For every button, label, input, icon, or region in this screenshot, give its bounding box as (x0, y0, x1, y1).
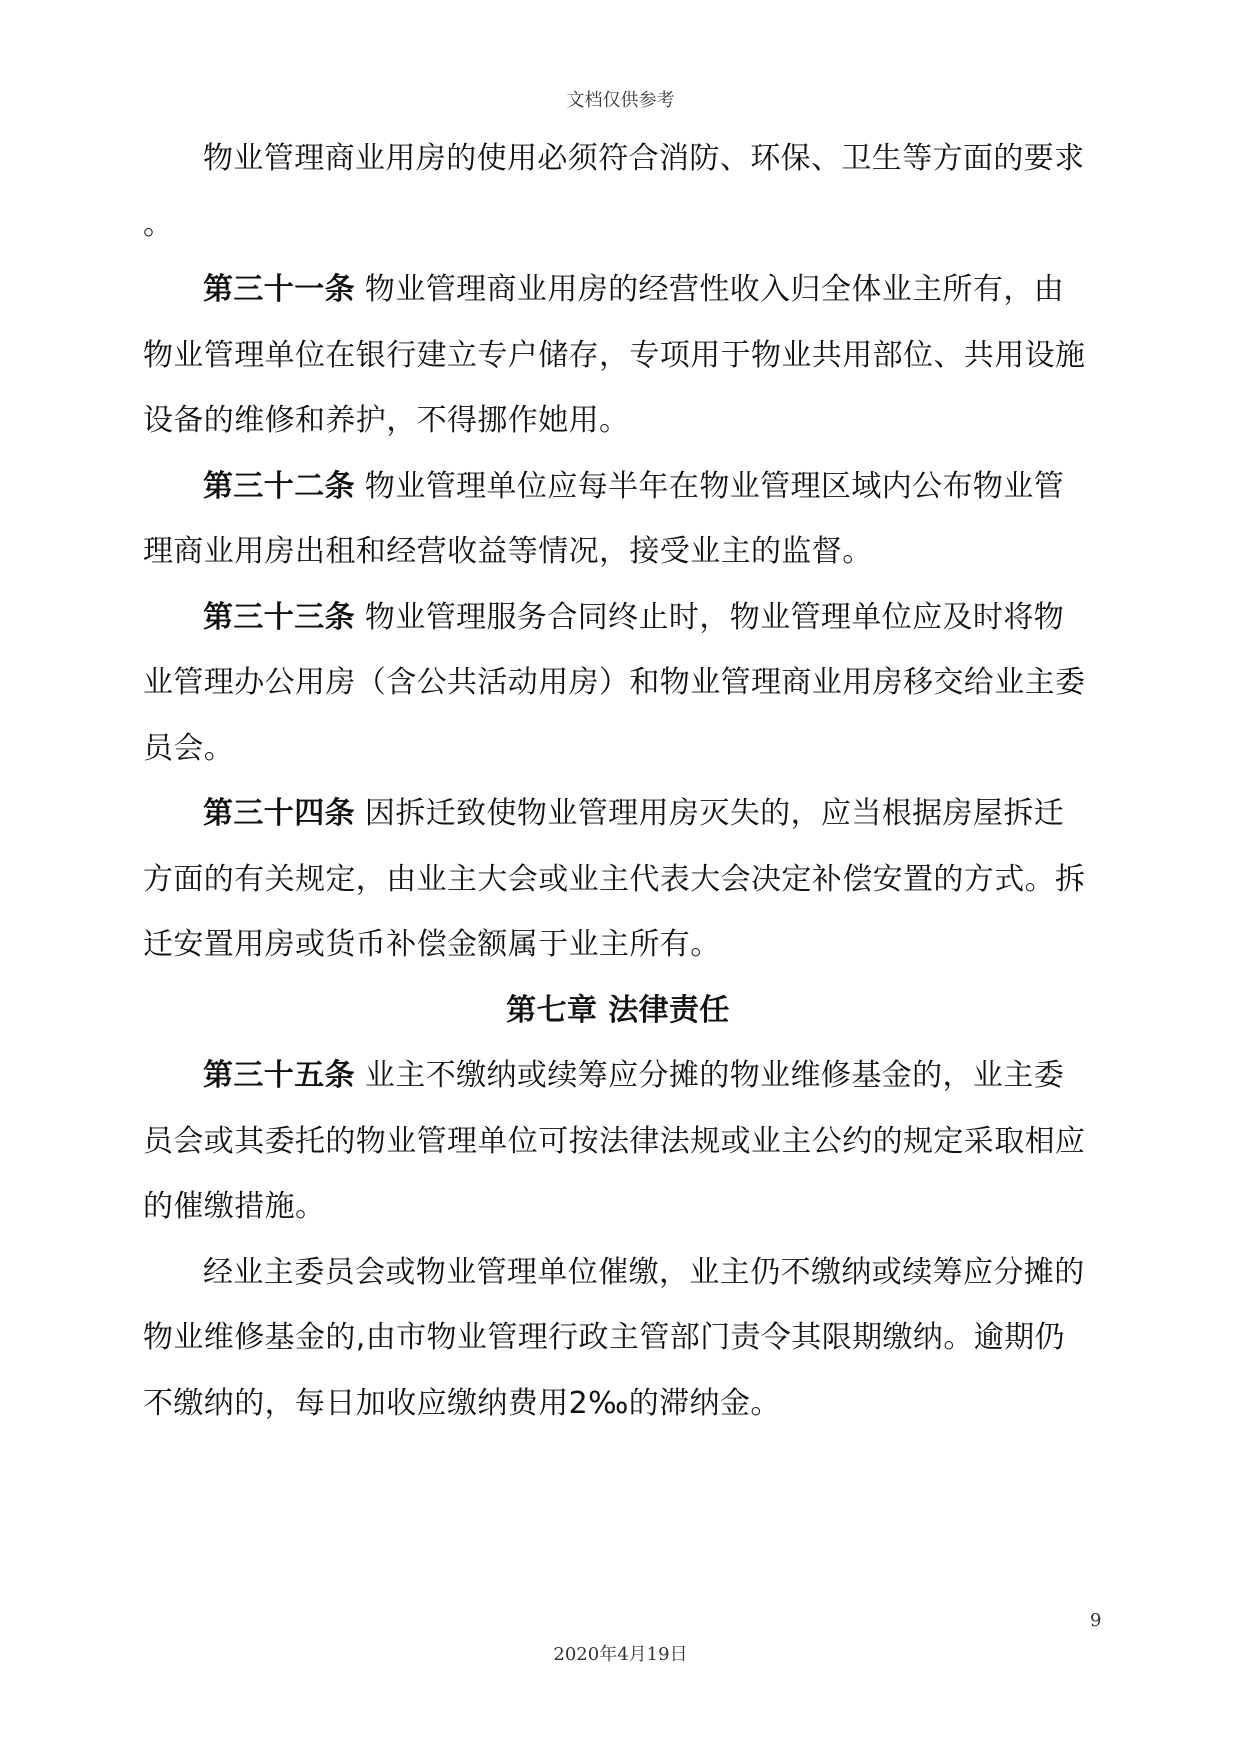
article-text: 因拆迁致使物业管理用房灭失的，应当根据房屋拆迁方面的有关规定，由业主大会或业主代表大会决定补偿安置的方式。拆迁安置用房或货币补偿金额属于业主所有。 (143, 796, 1086, 962)
article-text: 业主不缴纳或续筹应分摊的物业维修基金的，业主委员会或其委托的物业管理单位可按法律法规或业主公约的规定采取相应的催缴措施。 (143, 1058, 1086, 1224)
article-35 (143, 1043, 1093, 1240)
article-text: 物业管理单位应每半年在物业管理区域内公布物业管理商业用房出租和经营收益等情况，接受业主的监督。 (143, 468, 1065, 569)
page-header: 文档仅供参考 (566, 90, 675, 111)
document-body (143, 126, 1093, 1436)
footer-date: 2020年4月19日 (553, 1644, 688, 1665)
article-32 (143, 454, 1093, 585)
paragraph-text: 经业主委员会或物业管理单位催缴，业主仍不缴纳或续筹应分摊的物业维修基金的,由市物业管理行政主管部门责令其限期缴纳。逾期仍不缴纳的，每日加收应缴纳费用2‰的滞纳金。 (143, 1254, 1085, 1421)
article-number: 第三十一条 (203, 272, 355, 307)
article-text: 物业管理服务合同终止时，物业管理单位应及时将物业管理办公用房（含公共活动用房）和物业管理商业用房移交给业主委员会。 (143, 599, 1086, 766)
article-number: 第三十二条 (203, 468, 355, 504)
paragraph-last (143, 1240, 1093, 1437)
article-number: 第三十五条 (203, 1058, 355, 1093)
paragraph-1 (143, 126, 1093, 257)
article-number: 第三十三条 (203, 599, 355, 635)
chapter-title: 第七章 法律责任 (506, 992, 730, 1028)
paragraph-text: 物业管理商业用房的使用必须符合消防、环保、卫生等方面的要求 。 (143, 141, 1085, 242)
article-number: 第三十四条 (203, 796, 355, 831)
article-33 (143, 585, 1093, 782)
article-31 (143, 257, 1093, 454)
article-34 (143, 781, 1093, 978)
page-number: 9 (1090, 1610, 1102, 1631)
article-text: 物业管理商业用房的经营性收入归全体业主所有，由物业管理单位在银行建立专户储存，专项用于物业共用部位、共用设施设备的维修和养护，不得挪作她用。 (143, 272, 1086, 438)
